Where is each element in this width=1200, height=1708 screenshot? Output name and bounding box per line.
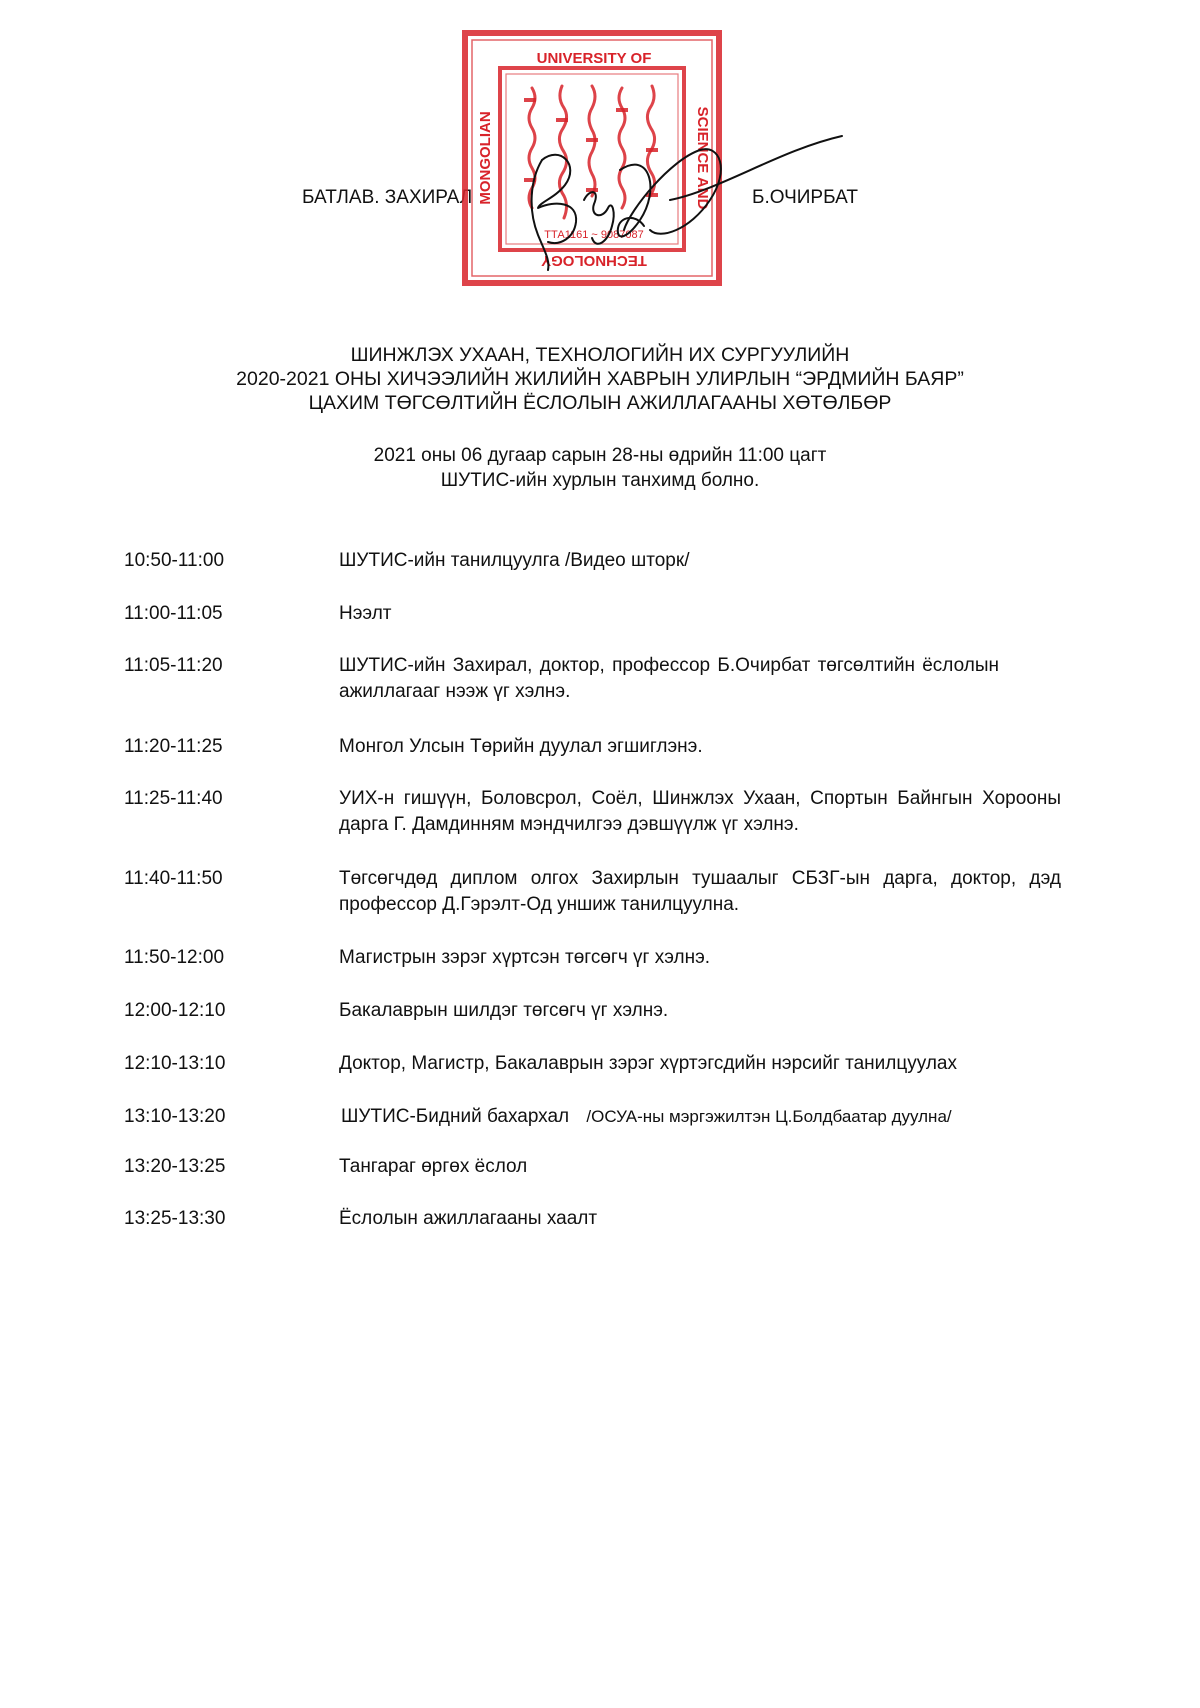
schedule-description — [341, 1104, 1063, 1130]
approver-name: Б.ОЧИРБАТ — [752, 187, 858, 208]
schedule-time: 13:10-13:20 — [124, 1106, 226, 1127]
seal-bottom-text: TECHNOLOGY — [541, 252, 647, 269]
schedule-description-main: ШУТИС-Бидний бахархал — [341, 1106, 570, 1127]
seal-code-text: ТТА1161 ~ 9087087 — [544, 229, 644, 241]
schedule-description: Магистрын зэрэг хүртсэн төгсөгч үг хэлнэ. — [339, 947, 711, 968]
approve-label: БАТЛАВ. ЗАХИРАЛ — [302, 187, 473, 208]
schedule-time: 11:20-11:25 — [124, 736, 223, 757]
seal-top-text: UNIVERSITY OF — [536, 50, 652, 67]
schedule-description-note: /ОСУА-ны мэргэжилтэн Ц.Болдбаатар дуулна/ — [586, 1107, 952, 1126]
title-line-2: 2020-2021 ОНЫ ХИЧЭЭЛИЙН ЖИЛИЙН ХАВРЫН УЛИРЛЫН “ЭРДМИЙН БАЯР” — [236, 368, 964, 390]
schedule-time: 11:00-11:05 — [124, 603, 223, 624]
schedule-time: 12:00-12:10 — [124, 1000, 226, 1021]
seal-left-text: MONGOLIAN — [477, 111, 494, 205]
schedule-time: 13:25-13:30 — [124, 1208, 226, 1229]
event-date-line: 2021 оны 06 дугаар сарын 28-ны өдрийн 11:00 цагт — [373, 445, 827, 466]
signature-graphic — [520, 130, 850, 290]
event-info — [0, 443, 1200, 493]
schedule-description: Ёслолын ажиллагааны хаалт — [339, 1208, 598, 1229]
schedule-description: ШУТИС-ийн танилцуулга /Видео шторк/ — [339, 550, 690, 571]
signature — [520, 130, 850, 290]
schedule-time: 10:50-11:00 — [124, 550, 225, 571]
schedule-description: Төгсөгчдөд диплом олгох Захирлын тушаалыг СБЗГ-ын дарга, доктор, дэд профессор Д.Гэрэлт-Од уншиж танилцуулна. — [339, 868, 1061, 915]
schedule-time: 13:20-13:25 — [124, 1156, 226, 1177]
schedule-description: ШУТИС-ийн Захирал, доктор, профессор Б.Очирбат төгсөлтийн ёслолын ажиллагааг нээж үг хэлнэ. — [339, 655, 999, 702]
schedule-time: 11:05-11:20 — [124, 655, 223, 676]
schedule-description: УИХ-н гишүүн, Боловсрол, Соёл, Шинжлэх Ухаан, Спортын Байнгын Хорооны дарга Г. Дамдинням мэндчилгээ дэвшүүлж үг хэлнэ. — [339, 788, 1061, 835]
schedule-description: Доктор, Магистр, Бакалаврын зэрэг хүртэгсдийн нэрсийг танилцуулах — [339, 1053, 957, 1074]
schedule-description: Монгол Улсын Төрийн дуулал эгшиглэнэ. — [339, 736, 703, 757]
title-line-1: ШИНЖЛЭХ УХААН, ТЕХНОЛОГИЙН ИХ СУРГУУЛИЙН — [350, 344, 850, 366]
schedule-description: Тангараг өргөх ёслол — [339, 1156, 528, 1177]
event-location-line: ШУТИС-ийн хурлын танхимд болно. — [440, 470, 760, 491]
schedule-description: Бакалаврын шилдэг төгсөгч үг хэлнэ. — [339, 1000, 669, 1021]
schedule-time: 11:40-11:50 — [124, 868, 223, 889]
seal-right-text: SCIENCE AND — [694, 106, 711, 210]
schedule-time: 12:10-13:10 — [124, 1053, 226, 1074]
document-title — [0, 343, 1200, 415]
schedule-description: Нээлт — [339, 603, 392, 624]
schedule-time: 11:25-11:40 — [124, 788, 223, 809]
title-line-3: ЦАХИМ ТӨГСӨЛТИЙН ЁСЛОЛЫН АЖИЛЛАГААНЫ ХӨТӨЛБӨР — [308, 392, 892, 414]
schedule-time: 11:50-12:00 — [124, 947, 225, 968]
